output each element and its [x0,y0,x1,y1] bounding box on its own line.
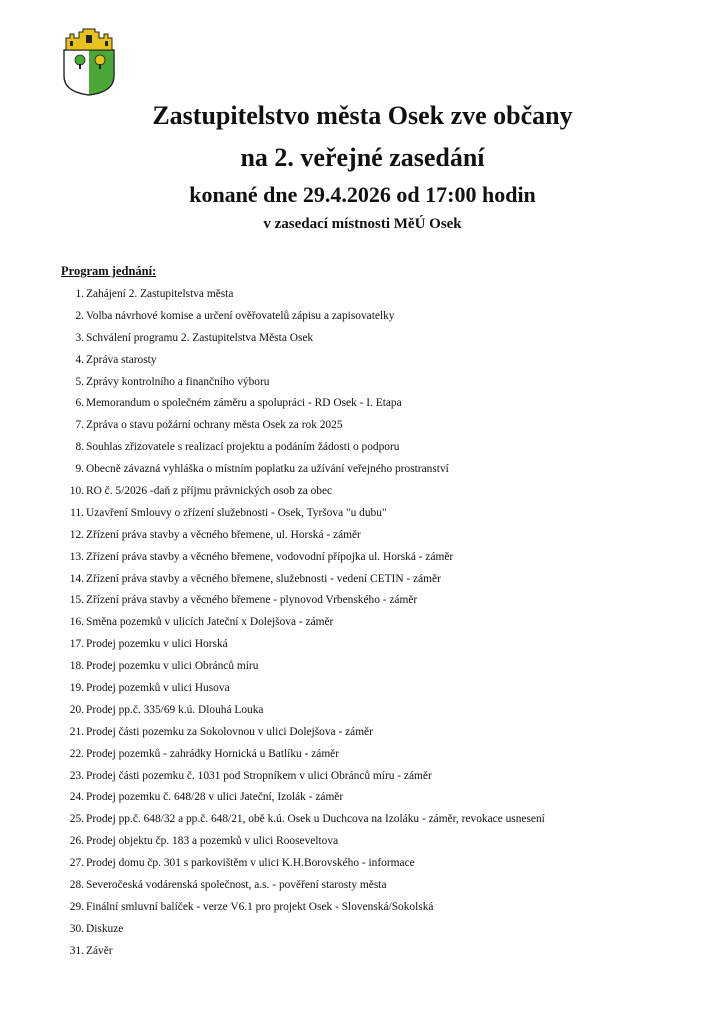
agenda-item-number: 13. [69,550,84,563]
agenda-item [60,525,545,547]
meeting-date-time: konané dne 29.4.2026 od 17:00 hodin [189,182,536,207]
agenda-item-number: 24. [69,791,84,804]
agenda-item [60,678,545,700]
agenda-item-text: Volba návrhové komise a určení ověřovatelů zápisu a zapisovatelky [86,309,395,322]
agenda-item-text: Prodej objektu čp. 183 a pozemků v ulici Rooseveltova [86,835,339,848]
agenda-item-text: Zahájení 2. Zastupitelstva města [86,288,234,300]
agenda-item-text: Závěr [86,944,113,957]
agenda-item-number: 1. [75,288,84,300]
agenda-item-text: Zřízení práva stavby a věcného břemene, vodovodní přípojka ul. Horská - záměr [86,550,454,563]
agenda-item-number: 23. [69,769,84,782]
meeting-name: na 2. veřejné zasedání [240,143,485,172]
meeting-location: v zasedací místnosti MěÚ Osek [263,216,462,232]
agenda-item-number: 15. [69,594,84,607]
agenda-item [60,787,545,809]
agenda-item-number: 27. [69,857,84,870]
agenda-item [60,919,545,941]
agenda-item-text: Schválení programu 2. Zastupitelstva Města Osek [86,331,314,344]
agenda-item [60,722,545,744]
agenda-item-text: Prodej pozemku v ulici Obránců míru [86,660,259,673]
agenda-item [60,372,545,394]
agenda-item-text: Zpráva o stavu požární ochrany města Osek za rok 2025 [86,419,343,432]
agenda-item-text: Obecně závazná vyhláška o místním poplatku za užívání veřejného prostranství [86,463,449,476]
town-coat-of-arms-icon [60,26,118,96]
agenda-item-text: Zřízení práva stavby a věcného břemene, ul. Horská - záměr [86,528,361,541]
agenda-item [60,853,545,875]
agenda-item-number: 3. [75,331,84,344]
agenda-item-text: Prodej domu čp. 301 s parkovištěm v ulici K.H.Borovského - informace [86,857,415,870]
agenda-item [60,612,545,634]
agenda-item [60,941,545,963]
agenda-item [60,700,545,722]
agenda-item-text: Severočeská vodárenská společnost, a.s. - pověření starosty města [86,879,387,892]
agenda-item [60,590,545,612]
agenda-item-text: Prodej pp.č. 335/69 k.ú. Dlouhá Louka [86,703,264,716]
agenda-item-text: Zprávy kontrolního a finančního výboru [86,375,270,388]
agenda-item-text: Prodej pozemku v ulici Horská [86,638,228,651]
agenda-item [60,350,545,372]
agenda-title: Program jednání: [61,264,157,278]
agenda-item-text: Zřízení práva stavby a věcného břemene - plynovod Vrbenského - záměr [86,594,418,607]
agenda-item [60,306,545,328]
agenda-item-text: Souhlas zřizovatele s realizací projektu a podáním žádosti o podporu [86,441,400,454]
agenda-item-number: 14. [69,572,84,585]
agenda-item-number: 28. [69,879,84,892]
agenda-item-number: 20. [69,703,84,716]
agenda-item [60,744,545,766]
agenda-item [60,634,545,656]
agenda-item-number: 16. [69,616,84,629]
agenda-item-text: Diskuze [86,922,124,935]
agenda-item [60,809,545,831]
agenda-item-number: 5. [75,375,84,388]
agenda-item-number: 4. [75,353,84,366]
agenda-item [60,547,545,569]
agenda-item-text: Směna pozemků v ulicích Jateční x Dolejšova - záměr [86,616,334,629]
agenda-item-text: Uzavření Smlouvy o zřízení služebnosti - Osek, Tyršova "u dubu" [86,506,387,519]
agenda-item [60,875,545,897]
agenda-item-text: Prodej části pozemku č. 1031 pod Stropníkem v ulici Obránců míru - záměr [86,769,432,782]
agenda-item [60,328,545,350]
agenda-item-number: 17. [69,638,84,651]
agenda-item-number: 2. [75,309,84,322]
agenda-item-number: 10. [69,485,84,498]
agenda-item-text: Memorandum o společném záměru a spolupráci - RD Osek - I. Etapa [86,397,402,410]
agenda-item-number: 6. [75,397,84,410]
agenda-item-text: Prodej pozemků v ulici Husova [86,682,230,695]
agenda-item [60,897,545,919]
agenda-list [60,284,545,963]
agenda-item [60,415,545,437]
agenda-item-text: Prodej pp.č. 648/32 a pp.č. 648/21, obě k.ú. Osek u Duchcova na Izoláku - záměr, revokace usnesení [86,813,545,826]
agenda-item [60,656,545,678]
agenda-item-number: 31. [69,944,84,957]
agenda-item-number: 18. [69,660,84,673]
agenda-item-number: 19. [69,682,84,695]
agenda-item-number: 30. [69,922,84,935]
agenda-item-number: 25. [69,813,84,826]
agenda-item [60,503,545,525]
agenda-item [60,284,545,306]
agenda-item [60,569,545,591]
agenda-item [60,481,545,503]
agenda-item-number: 26. [69,835,84,848]
agenda-item-number: 21. [69,725,84,738]
agenda-item-number: 8. [75,441,84,454]
agenda-item [60,393,545,415]
invitation-title: Zastupitelstvo města Osek zve občany [152,101,573,130]
agenda-item [60,459,545,481]
agenda-item [60,831,545,853]
agenda-item-number: 7. [75,419,84,432]
agenda-item-text: Prodej pozemků - zahrádky Hornická u Batlíku - záměr [86,747,340,760]
agenda-item-text: Finální smluvní balíček - verze V6.1 pro projekt Osek - Slovenská/Sokolská [86,900,434,913]
agenda-item-number: 9. [75,463,84,476]
agenda-item-number: 12. [69,528,84,541]
agenda-item-number: 29. [69,900,84,913]
agenda-item-text: Zpráva starosty [86,353,157,366]
agenda-item-text: Prodej části pozemku za Sokolovnou v ulici Dolejšova - záměr [86,725,373,738]
agenda-item-text: RO č. 5/2026 -daň z příjmu právnických osob za obec [86,485,333,498]
agenda-item [60,766,545,788]
agenda-item-text: Prodej pozemku č. 648/28 v ulici Jateční, Izolák - záměr [86,791,344,804]
agenda-item-number: 11. [70,506,84,519]
agenda-item-number: 22. [69,747,84,760]
agenda-item [60,437,545,459]
agenda-item-text: Zřízení práva stavby a věcného břemene, služebnosti - vedení CETIN - záměr [86,572,441,585]
